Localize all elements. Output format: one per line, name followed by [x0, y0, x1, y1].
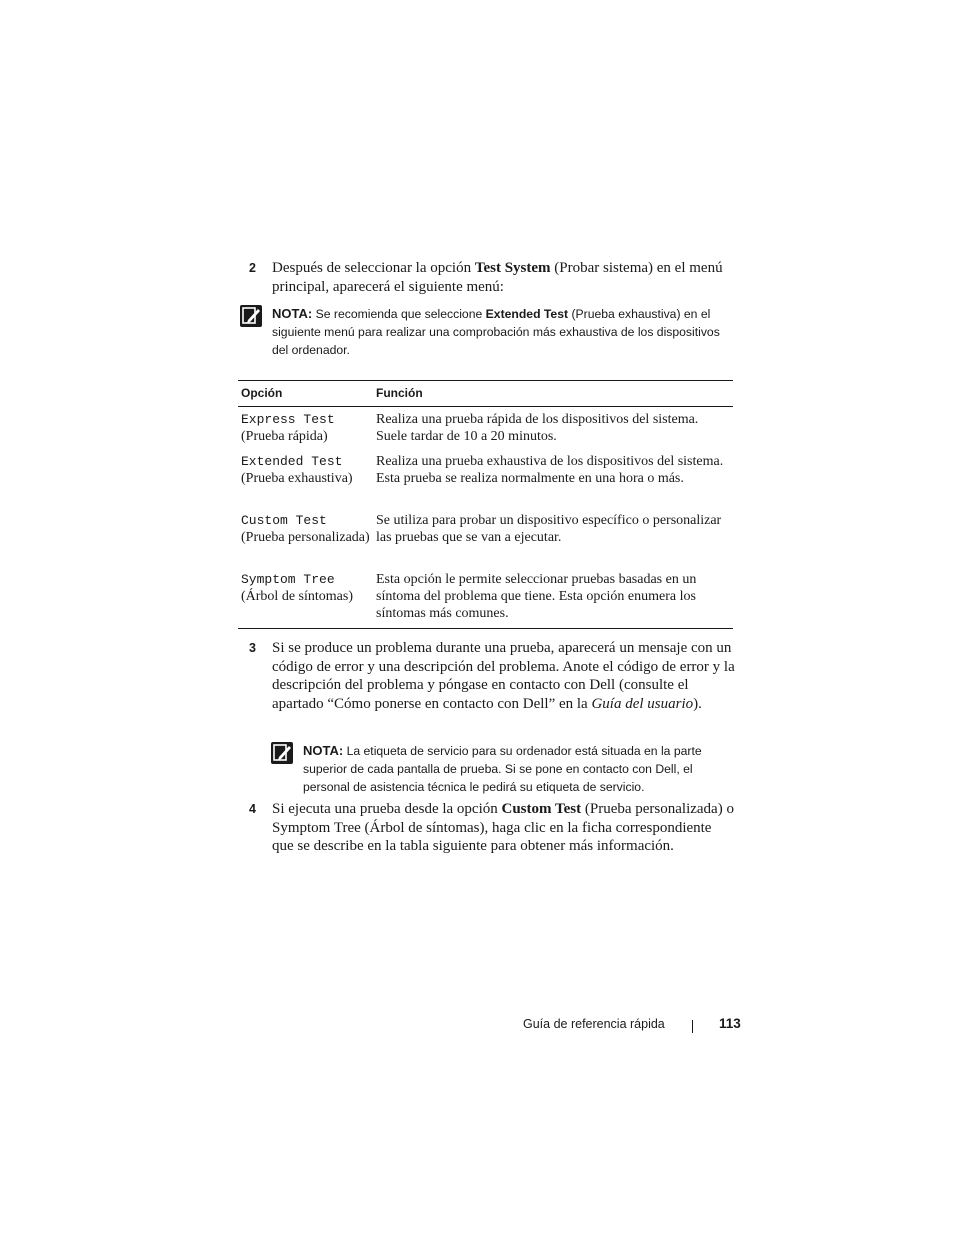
option-description: (Prueba rápida) [241, 429, 328, 444]
step-text: Si se produce un problema durante una prueba, aparecerá un mensaje con un código de error y una descripción del problema. Anote el código de error y la descripción del problema y póngase en contacto con Dell (consulte el apartado “Cómo ponerse en contacto con Dell” en la Guía del usuario). [272, 640, 735, 712]
function-cell: Realiza una prueba exhaustiva de los dispositivos del sistema. Esta prueba se realiza normalmente en una hora o más. [376, 454, 724, 486]
step-number: 2 [249, 261, 256, 275]
note-label: NOTA: [303, 743, 344, 758]
step-number: 4 [249, 802, 256, 816]
note-text: NOTA: La etiqueta de servicio para su ordenador está situada en la parte superior de cada pantalla de prueba. Si se pone en contacto con Dell, el personal de asistencia técnica le pedirá su etiqueta de servicio. [303, 743, 702, 794]
footer-separator [692, 1020, 693, 1033]
guide-title: Guía del usuario [591, 695, 694, 712]
menu-option-name: Test System [474, 260, 551, 276]
table-row [238, 411, 733, 453]
option-code: Custom Test [241, 513, 327, 528]
option-cell [241, 512, 371, 546]
options-table [238, 380, 733, 629]
step-text: Si ejecuta una prueba desde la opción Custom Test (Prueba personalizada) o Symptom Tree (Árbol de síntomas), haga clic en la ficha correspondiente que se describe en la tabla siguiente para obtener más información. [272, 801, 734, 855]
option-cell [241, 411, 371, 445]
option-code: Symptom Tree [241, 572, 335, 587]
option-code: Express Test [241, 412, 335, 427]
page-number: 113 [719, 1016, 741, 1031]
option-description: (Prueba exhaustiva) [241, 471, 353, 486]
option-cell [241, 453, 371, 487]
step-2 [249, 259, 735, 296]
table-row [238, 453, 733, 512]
option-description: (Prueba personalizada) [241, 530, 370, 545]
note-pencil-icon [240, 305, 262, 327]
function-cell: Realiza una prueba rápida de los dispositivos del sistema. Suele tardar de 10 a 20 minutos. [376, 412, 699, 444]
step-3 [249, 639, 735, 713]
note-label: NOTA: [272, 306, 313, 321]
note-pencil-icon [271, 742, 293, 764]
column-header-function: Función [376, 386, 423, 400]
step-4 [249, 800, 735, 856]
step-number: 3 [249, 641, 256, 655]
table-row [238, 571, 733, 628]
table-row [238, 512, 733, 571]
footer-title: Guía de referencia rápida [523, 1017, 665, 1031]
option-cell [241, 571, 371, 605]
note-1 [240, 305, 737, 359]
option-code: Extended Test [241, 454, 343, 469]
note-text: NOTA: Se recomienda que seleccione Extended Test (Prueba exhaustiva) en el siguiente menú para realizar una comprobación más exhaustiva de los dispositivos del ordenador. [272, 306, 720, 357]
function-cell: Se utiliza para probar un dispositivo específico o personalizar las pruebas que se van a ejecutar. [376, 513, 722, 545]
note-2 [271, 742, 721, 796]
option-description: (Árbol de síntomas) [241, 589, 353, 604]
menu-option-name: Custom Test [501, 801, 582, 817]
column-header-option: Opción [241, 386, 283, 400]
function-cell: Esta opción le permite seleccionar pruebas basadas en un síntoma del problema que tiene. Esta opción enumera los síntomas más comunes. [376, 572, 697, 621]
table-header [238, 381, 733, 407]
step-text: Después de seleccionar la opción Test System (Probar sistema) en el menú principal, aparecerá el siguiente menú: [272, 260, 723, 295]
